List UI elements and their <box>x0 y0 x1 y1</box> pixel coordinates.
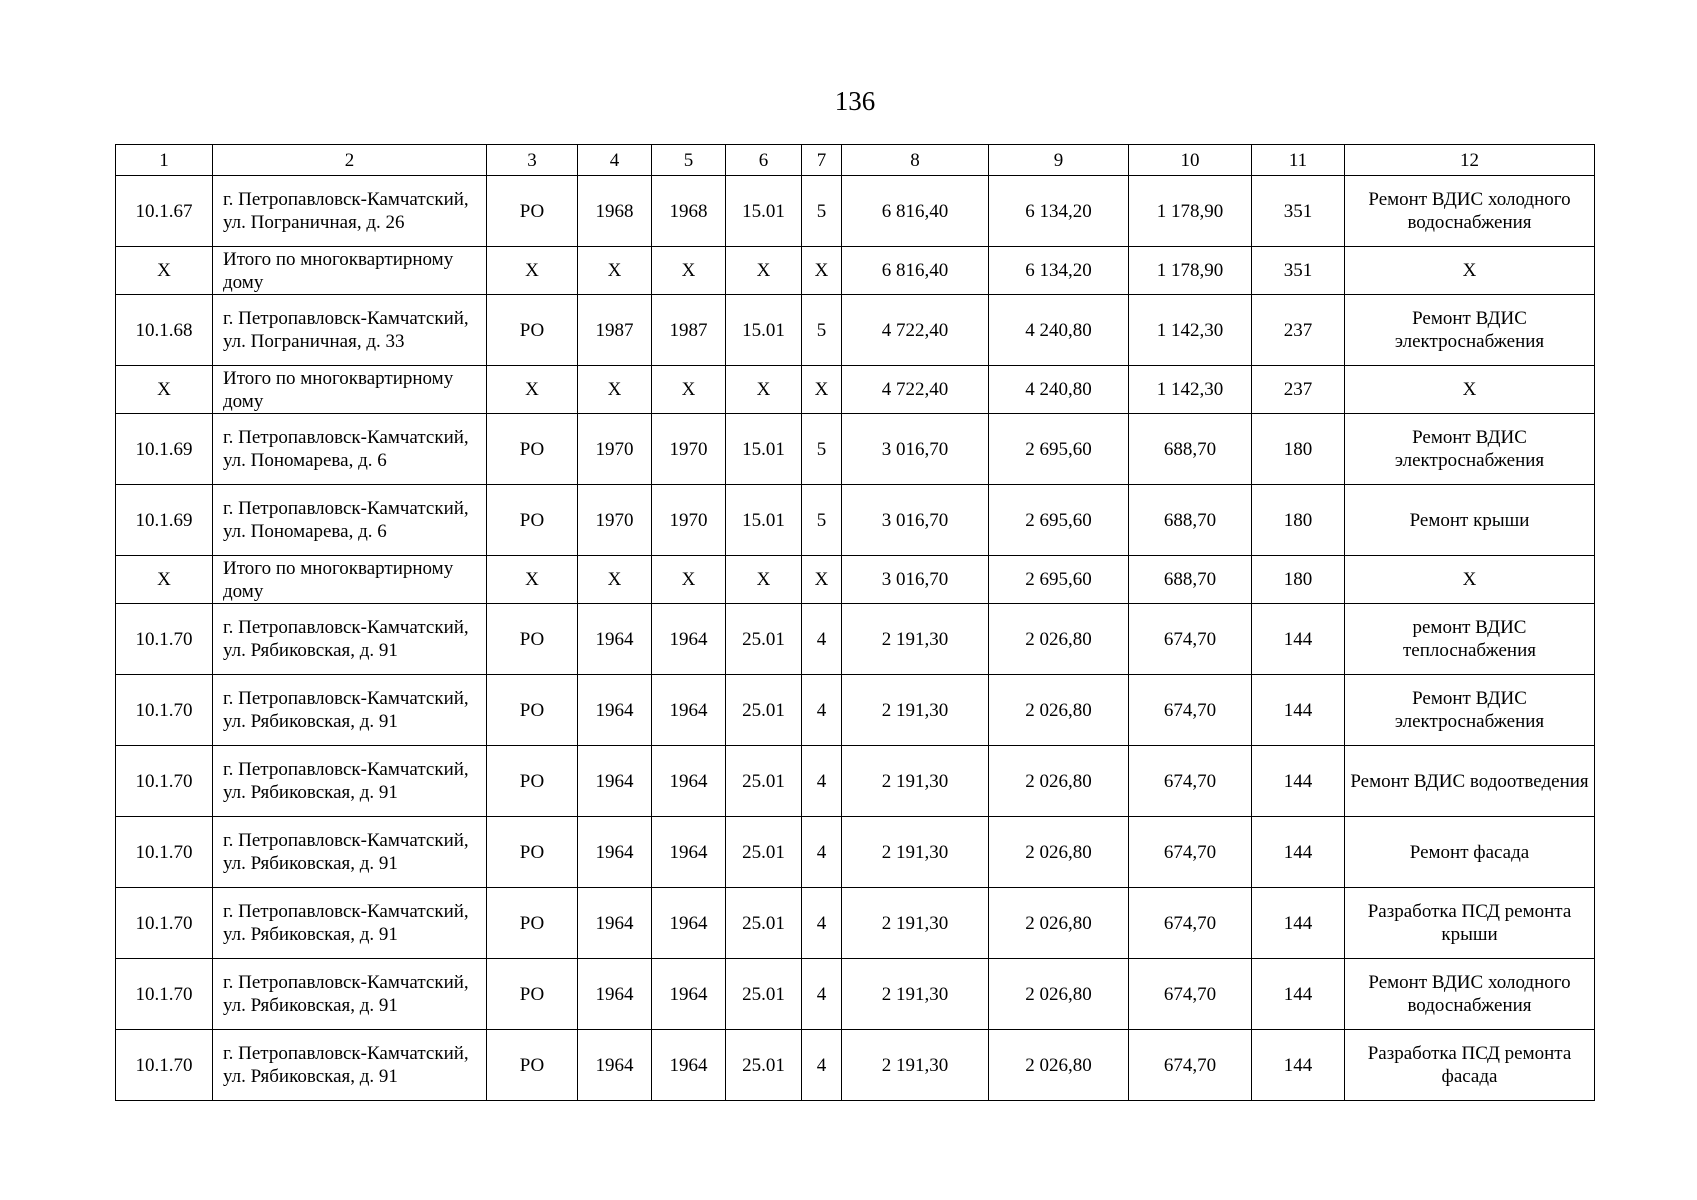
cell-residents: 237 <box>1252 295 1345 366</box>
cell-year-commissioned: 1970 <box>652 414 726 485</box>
cell-area-total: 6 816,40 <box>842 176 989 247</box>
cell-area-living: 2 026,80 <box>989 817 1129 888</box>
cell-floors: 5 <box>802 295 842 366</box>
table-row <box>116 247 1595 295</box>
cell-owner-type: РО <box>487 959 578 1030</box>
cell-area-living: 2 026,80 <box>989 1030 1129 1101</box>
data-table <box>115 144 1595 1101</box>
cell-residents: 144 <box>1252 604 1345 675</box>
cell-year-built: Х <box>578 556 652 604</box>
cell-code: 25.01 <box>726 675 802 746</box>
cell-address: Итого по многоквартирному дому <box>213 247 487 295</box>
header-cell-area-total: 8 <box>842 145 989 176</box>
cell-area-total: 2 191,30 <box>842 675 989 746</box>
header-cell-code: 6 <box>726 145 802 176</box>
cell-address: г. Петропавловск-Камчатский, ул. Рябиковская, д. 91 <box>213 604 487 675</box>
cell-area-living: 2 026,80 <box>989 675 1129 746</box>
cell-address: г. Петропавловск-Камчатский, ул. Рябиковская, д. 91 <box>213 1030 487 1101</box>
cell-year-commissioned: 1964 <box>652 746 726 817</box>
cell-code: 15.01 <box>726 295 802 366</box>
cell-area-living: 4 240,80 <box>989 295 1129 366</box>
cell-owner-type: РО <box>487 295 578 366</box>
cell-residents: 144 <box>1252 746 1345 817</box>
table-row <box>116 604 1595 675</box>
header-cell-floors: 7 <box>802 145 842 176</box>
cell-year-built: 1964 <box>578 1030 652 1101</box>
header-cell-year-commissioned: 5 <box>652 145 726 176</box>
cell-year-built: 1987 <box>578 295 652 366</box>
cell-address: г. Петропавловск-Камчатский, ул. Пограничная, д. 33 <box>213 295 487 366</box>
cell-area-living: 2 026,80 <box>989 888 1129 959</box>
cell-address: г. Петропавловск-Камчатский, ул. Рябиковская, д. 91 <box>213 817 487 888</box>
cell-code: 25.01 <box>726 746 802 817</box>
cell-owner-type: Х <box>487 366 578 414</box>
table-row <box>116 888 1595 959</box>
cell-year-commissioned: Х <box>652 366 726 414</box>
header-cell-work-type: 12 <box>1345 145 1595 176</box>
table-body <box>116 145 1595 1101</box>
cell-row-number: 10.1.70 <box>116 1030 213 1101</box>
header-cell-address: 2 <box>213 145 487 176</box>
cell-floors: Х <box>802 247 842 295</box>
table-row <box>116 746 1595 817</box>
table-row <box>116 959 1595 1030</box>
cell-area-common: 674,70 <box>1129 888 1252 959</box>
cell-area-total: 2 191,30 <box>842 746 989 817</box>
cell-area-common: 674,70 <box>1129 1030 1252 1101</box>
cell-year-built: 1964 <box>578 604 652 675</box>
cell-code: 15.01 <box>726 414 802 485</box>
cell-row-number: 10.1.70 <box>116 604 213 675</box>
cell-floors: 4 <box>802 817 842 888</box>
cell-area-common: 1 142,30 <box>1129 366 1252 414</box>
cell-year-commissioned: 1970 <box>652 485 726 556</box>
cell-year-commissioned: 1964 <box>652 817 726 888</box>
cell-code: 25.01 <box>726 604 802 675</box>
cell-area-total: 2 191,30 <box>842 817 989 888</box>
cell-year-commissioned: 1964 <box>652 959 726 1030</box>
cell-area-total: 3 016,70 <box>842 414 989 485</box>
cell-floors: 5 <box>802 485 842 556</box>
table-row <box>116 817 1595 888</box>
cell-year-built: Х <box>578 247 652 295</box>
cell-area-common: 1 142,30 <box>1129 295 1252 366</box>
cell-owner-type: РО <box>487 1030 578 1101</box>
cell-residents: 180 <box>1252 485 1345 556</box>
cell-floors: 4 <box>802 604 842 675</box>
cell-year-built: 1964 <box>578 746 652 817</box>
cell-year-commissioned: 1968 <box>652 176 726 247</box>
cell-floors: 4 <box>802 1030 842 1101</box>
cell-owner-type: РО <box>487 485 578 556</box>
cell-area-common: 688,70 <box>1129 485 1252 556</box>
cell-address: г. Петропавловск-Камчатский, ул. Рябиковская, д. 91 <box>213 675 487 746</box>
cell-code: 25.01 <box>726 817 802 888</box>
header-cell-owner-type: 3 <box>487 145 578 176</box>
cell-area-total: 3 016,70 <box>842 485 989 556</box>
cell-area-living: 2 695,60 <box>989 556 1129 604</box>
cell-owner-type: РО <box>487 817 578 888</box>
cell-year-built: Х <box>578 366 652 414</box>
cell-work-type: Х <box>1345 366 1595 414</box>
cell-area-total: 4 722,40 <box>842 295 989 366</box>
table-row <box>116 556 1595 604</box>
table-row <box>116 414 1595 485</box>
cell-area-common: 688,70 <box>1129 556 1252 604</box>
cell-area-common: 1 178,90 <box>1129 176 1252 247</box>
cell-area-common: 674,70 <box>1129 817 1252 888</box>
cell-area-total: 2 191,30 <box>842 1030 989 1101</box>
cell-year-built: 1964 <box>578 959 652 1030</box>
cell-residents: 180 <box>1252 414 1345 485</box>
cell-area-total: 2 191,30 <box>842 959 989 1030</box>
cell-floors: 4 <box>802 746 842 817</box>
cell-owner-type: РО <box>487 176 578 247</box>
cell-row-number: 10.1.69 <box>116 485 213 556</box>
cell-area-total: 6 816,40 <box>842 247 989 295</box>
cell-year-commissioned: Х <box>652 556 726 604</box>
cell-area-living: 2 026,80 <box>989 604 1129 675</box>
cell-row-number: 10.1.69 <box>116 414 213 485</box>
cell-owner-type: РО <box>487 746 578 817</box>
cell-address: г. Петропавловск-Камчатский, ул. Рябиковская, д. 91 <box>213 746 487 817</box>
cell-area-living: 4 240,80 <box>989 366 1129 414</box>
page-number: 136 <box>834 86 876 116</box>
cell-floors: 4 <box>802 675 842 746</box>
cell-address: г. Петропавловск-Камчатский, ул. Рябиковская, д. 91 <box>213 888 487 959</box>
cell-area-living: 2 695,60 <box>989 414 1129 485</box>
cell-code: 15.01 <box>726 176 802 247</box>
table-row <box>116 295 1595 366</box>
cell-row-number: 10.1.70 <box>116 746 213 817</box>
cell-area-common: 688,70 <box>1129 414 1252 485</box>
cell-residents: 144 <box>1252 888 1345 959</box>
table-row <box>116 675 1595 746</box>
cell-area-total: 4 722,40 <box>842 366 989 414</box>
cell-floors: 4 <box>802 888 842 959</box>
cell-residents: 144 <box>1252 675 1345 746</box>
cell-address: Итого по многоквартирному дому <box>213 556 487 604</box>
cell-code: 25.01 <box>726 959 802 1030</box>
cell-area-common: 674,70 <box>1129 604 1252 675</box>
cell-work-type: Ремонт ВДИС холодного водоснабжения <box>1345 176 1595 247</box>
cell-year-commissioned: 1964 <box>652 604 726 675</box>
cell-owner-type: РО <box>487 414 578 485</box>
cell-year-built: 1964 <box>578 888 652 959</box>
table-row <box>116 366 1595 414</box>
cell-residents: 351 <box>1252 176 1345 247</box>
cell-address: г. Петропавловск-Камчатский, ул. Пономарева, д. 6 <box>213 414 487 485</box>
cell-address: г. Петропавловск-Камчатский, ул. Рябиковская, д. 91 <box>213 959 487 1030</box>
cell-area-living: 6 134,20 <box>989 247 1129 295</box>
cell-residents: 144 <box>1252 817 1345 888</box>
cell-floors: 5 <box>802 176 842 247</box>
cell-floors: 4 <box>802 959 842 1030</box>
cell-area-total: 2 191,30 <box>842 604 989 675</box>
cell-row-number: 10.1.70 <box>116 888 213 959</box>
cell-work-type: ремонт ВДИС теплоснабжения <box>1345 604 1595 675</box>
cell-row-number: Х <box>116 247 213 295</box>
cell-year-commissioned: 1964 <box>652 888 726 959</box>
cell-residents: 237 <box>1252 366 1345 414</box>
cell-owner-type: Х <box>487 247 578 295</box>
cell-row-number: 10.1.70 <box>116 817 213 888</box>
cell-area-living: 2 026,80 <box>989 746 1129 817</box>
cell-year-commissioned: 1964 <box>652 1030 726 1101</box>
cell-code: Х <box>726 247 802 295</box>
cell-work-type: Ремонт ВДИС холодного водоснабжения <box>1345 959 1595 1030</box>
cell-residents: 144 <box>1252 1030 1345 1101</box>
cell-floors: 5 <box>802 414 842 485</box>
cell-area-common: 1 178,90 <box>1129 247 1252 295</box>
cell-address: Итого по многоквартирному дому <box>213 366 487 414</box>
table-row <box>116 1030 1595 1101</box>
cell-work-type: Х <box>1345 556 1595 604</box>
table-row <box>116 176 1595 247</box>
cell-year-commissioned: Х <box>652 247 726 295</box>
cell-residents: 144 <box>1252 959 1345 1030</box>
header-cell-year-built: 4 <box>578 145 652 176</box>
cell-area-common: 674,70 <box>1129 959 1252 1030</box>
cell-year-built: 1964 <box>578 675 652 746</box>
table-header-row <box>116 145 1595 176</box>
cell-work-type: Х <box>1345 247 1595 295</box>
cell-year-built: 1968 <box>578 176 652 247</box>
cell-year-commissioned: 1987 <box>652 295 726 366</box>
cell-area-living: 2 026,80 <box>989 959 1129 1030</box>
cell-owner-type: РО <box>487 888 578 959</box>
cell-area-total: 2 191,30 <box>842 888 989 959</box>
cell-row-number: Х <box>116 366 213 414</box>
cell-row-number: 10.1.68 <box>116 295 213 366</box>
header-cell-area-living: 9 <box>989 145 1129 176</box>
cell-owner-type: РО <box>487 675 578 746</box>
cell-year-built: 1970 <box>578 485 652 556</box>
cell-work-type: Ремонт крыши <box>1345 485 1595 556</box>
header-cell-area-common: 10 <box>1129 145 1252 176</box>
cell-owner-type: Х <box>487 556 578 604</box>
table-row <box>116 485 1595 556</box>
cell-code: Х <box>726 366 802 414</box>
cell-floors: Х <box>802 366 842 414</box>
cell-area-living: 2 695,60 <box>989 485 1129 556</box>
cell-year-built: 1970 <box>578 414 652 485</box>
cell-year-built: 1964 <box>578 817 652 888</box>
cell-area-common: 674,70 <box>1129 746 1252 817</box>
cell-area-living: 6 134,20 <box>989 176 1129 247</box>
cell-work-type: Ремонт фасада <box>1345 817 1595 888</box>
cell-address: г. Петропавловск-Камчатский, ул. Пограничная, д. 26 <box>213 176 487 247</box>
cell-work-type: Ремонт ВДИС электроснабжения <box>1345 295 1595 366</box>
cell-code: 15.01 <box>726 485 802 556</box>
cell-area-total: 3 016,70 <box>842 556 989 604</box>
cell-row-number: 10.1.70 <box>116 675 213 746</box>
cell-floors: Х <box>802 556 842 604</box>
cell-work-type: Ремонт ВДИС электроснабжения <box>1345 675 1595 746</box>
header-cell-row-number: 1 <box>116 145 213 176</box>
cell-row-number: Х <box>116 556 213 604</box>
cell-row-number: 10.1.67 <box>116 176 213 247</box>
cell-year-commissioned: 1964 <box>652 675 726 746</box>
cell-code: Х <box>726 556 802 604</box>
cell-work-type: Ремонт ВДИС водоотведения <box>1345 746 1595 817</box>
header-cell-residents: 11 <box>1252 145 1345 176</box>
cell-work-type: Ремонт ВДИС электроснабжения <box>1345 414 1595 485</box>
cell-work-type: Разработка ПСД ремонта крыши <box>1345 888 1595 959</box>
cell-area-common: 674,70 <box>1129 675 1252 746</box>
cell-address: г. Петропавловск-Камчатский, ул. Пономарева, д. 6 <box>213 485 487 556</box>
cell-row-number: 10.1.70 <box>116 959 213 1030</box>
cell-work-type: Разработка ПСД ремонта фасада <box>1345 1030 1595 1101</box>
cell-owner-type: РО <box>487 604 578 675</box>
cell-residents: 351 <box>1252 247 1345 295</box>
cell-code: 25.01 <box>726 888 802 959</box>
cell-residents: 180 <box>1252 556 1345 604</box>
cell-code: 25.01 <box>726 1030 802 1101</box>
